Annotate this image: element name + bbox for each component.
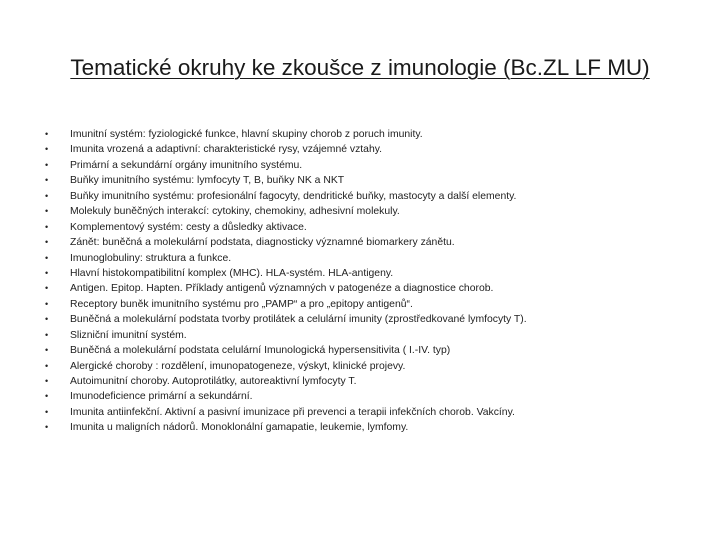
list-item (45, 281, 705, 296)
bullet-icon: • (45, 376, 49, 386)
list-item (45, 189, 705, 204)
list-item-text: Slizniční imunitní systém. (70, 329, 187, 341)
list-item (45, 158, 705, 173)
list-item (45, 251, 705, 266)
list-item-text: Primární a sekundární orgány imunitního systému. (70, 159, 303, 171)
list-item (45, 142, 705, 157)
list-item-text: Buněčná a molekulární podstata celulární Imunologická hypersensitivita ( I.-IV. typ) (70, 345, 451, 357)
list-item-text: Imunita vrozená a adaptivní: charakteristické rysy, vzájemné vztahy. (70, 144, 383, 156)
list-item-text: Komplementový systém: cesty a důsledky aktivace. (70, 221, 307, 233)
list-item-text: Imunita antiinfekční. Aktivní a pasivní imunizace při prevenci a terapii infekčních chorob. Vakcíny. (70, 406, 515, 418)
list-item-text: Imunoglobuliny: struktura a funkce. (70, 252, 232, 264)
list-item (45, 297, 705, 312)
list-item (45, 127, 705, 142)
list-item (45, 266, 705, 281)
list-item (45, 220, 705, 235)
page-title: Tematické okruhy ke zkoušce z imunologie (Bc.ZL LF MU) (70, 55, 650, 80)
list-item-text: Buněčná a molekulární podstata tvorby protilátek a celulární imunity (zprostředkované lymfocyty T). (70, 314, 527, 326)
bullet-icon: • (45, 298, 49, 309)
list-item (45, 405, 705, 420)
list-item (45, 374, 705, 389)
list-item-text: Zánět: buněčná a molekulární podstata, diagnosticky významné biomarkery zánětu. (70, 237, 455, 249)
list-item (45, 389, 705, 404)
list-item-text: Antigen. Epitop. Hapten. Příklady antigenů významných v patogenéze a diagnostice chorob. (70, 283, 494, 295)
list-item-text: Buňky imunitního systému: lymfocyty T, B, buňky NK a NKT (70, 175, 345, 187)
bullet-icon: • (45, 206, 49, 217)
list-item-text: Alergické choroby : rozdělení, imunopatogeneze, výskyt, klinické projevy. (70, 360, 406, 372)
bullet-icon: • (45, 221, 49, 232)
list-item (45, 312, 705, 327)
list-item-text: Imunitní systém: fyziologické funkce, hlavní skupiny chorob z poruch imunity. (70, 129, 423, 140)
list-item-text: Molekuly buněčných interakcí: cytokiny, chemokiny, adhesivní molekuly. (70, 206, 400, 218)
bullet-icon: • (45, 190, 49, 201)
list-item-text: Imunodeficience primární a sekundární. (70, 391, 253, 403)
bullet-icon: • (45, 422, 49, 433)
list-item (45, 235, 705, 250)
bullet-icon: • (45, 406, 49, 417)
list-item-text: Hlavní histokompatibilitní komplex (MHC). HLA-systém. HLA-antigeny. (70, 267, 394, 279)
topics-list (45, 127, 705, 436)
bullet-icon: • (45, 314, 49, 325)
list-item (45, 204, 705, 219)
list-item (45, 343, 705, 358)
bullet-icon: • (45, 267, 49, 278)
bullet-icon: • (45, 175, 49, 186)
list-item (45, 359, 705, 374)
list-item-text: Imunita u maligních nádorů. Monoklonální gamapatie, leukemie, lymfomy. (70, 422, 409, 434)
list-item (45, 328, 705, 343)
list-item-text: Receptory buněk imunitního systému pro „PAMP“ a pro „epitopy antigenů“. (70, 298, 413, 310)
bullet-icon: • (45, 329, 49, 340)
bullet-icon: • (45, 144, 49, 155)
list-item-text: Buňky imunitního systému: profesionální fagocyty, dendritické buňky, mastocyty a další elementy. (70, 190, 517, 202)
bullet-icon: • (45, 252, 49, 263)
bullet-icon: • (45, 159, 49, 170)
bullet-icon: • (45, 237, 49, 248)
bullet-icon: • (45, 283, 49, 294)
list-item (45, 173, 705, 188)
bullet-icon: • (45, 345, 49, 356)
list-item-text: Autoimunitní choroby. Autoprotilátky, autoreaktivní lymfocyty T. (70, 376, 357, 387)
bullet-icon: • (45, 360, 49, 371)
list-item (45, 420, 705, 435)
bullet-icon: • (45, 129, 49, 139)
bullet-icon: • (45, 391, 49, 402)
